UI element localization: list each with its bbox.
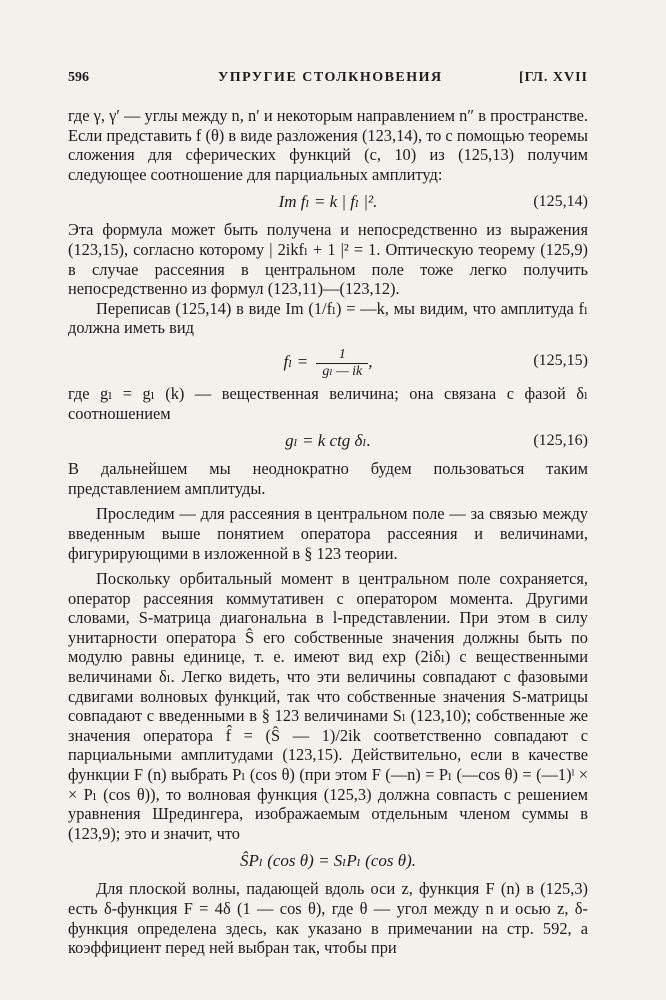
paragraph: В дальнейшем мы неоднократно будем пользоваться таким представлением амплитуды. (68, 459, 588, 498)
running-title: УПРУГИЕ СТОЛКНОВЕНИЯ (218, 70, 443, 85)
page-body (68, 106, 588, 958)
paragraph: Для плоской волны, падающей вдоль оси z, функция F (n) в (125,3) есть δ-функция F = 4δ (1 — cos θ), где θ — угол между n и осью z, δ-функция определена здесь, как указано в примечании на стр. 592, а коэффициент перед ней выбран так, чтобы при (68, 879, 588, 958)
equation-lhs: fₗ = (283, 352, 309, 372)
equation-tail: , (368, 352, 373, 372)
equation-number: (125,14) (533, 193, 588, 211)
page-number: 596 (68, 70, 89, 85)
paragraph: Поскольку орбитальный момент в центральном поле сохраняется, оператор рассеяния коммутативен с оператором момента. Другими словами, S-матрица диагональна в l-представлении. При этом в силу унитарности оператора Ŝ его собственные значения должны быть по модулю равны единице, т. е. имеют вид exp (2iδₗ) с вещественными величинами δₗ. Легко видеть, что эти величины совпадают с фазовыми сдвигами волновых функций, так что собственные значения S-матрицы совпадают с введенными в § 123 величинами Sₗ (123,10); собственные же значения оператора f̂ = (Ŝ — 1)/2ik соответственно совпадают с парциальными амплитудами (123,15). Действительно, если в качестве функции F (n) выбрать Pₗ (cos θ) (при этом F (—n) = Pₗ (—cos θ) = (—1)ˡ × × Pₗ (cos θ)), то волновая функция (125,3) должна совпасть с решением уравнения Шредингера, изображаемым отдельным членом суммы в (123,9); это и значит, что (68, 569, 588, 843)
equation-s-eigen (68, 843, 588, 879)
equation-text: gₗ = k ctg δₗ. (285, 431, 371, 451)
fraction-denominator: gₗ — ik (322, 363, 363, 379)
equation-text: ŜPₗ (cos θ) = SₗPₗ (cos θ). (239, 851, 417, 871)
running-header (68, 70, 588, 90)
equation-125-14 (68, 184, 588, 220)
equation-number: (125,16) (533, 432, 588, 450)
paragraph: где gₗ = gₗ (k) — вещественная величина; она связана с фазой δₗ соотношением (68, 383, 588, 423)
equation-125-16 (68, 423, 588, 459)
paragraph: Переписав (125,14) в виде Im (1/fₗ) = —k, мы видим, что амплитуда fₗ должна иметь вид (68, 298, 588, 338)
paragraph: Эта формула может быть получена и непосредственно из выражения (123,15), согласно которому | 2ikfₗ + 1 |² = 1. Оптическую теорему (125,9) в случае рассеяния в центральном поле тоже легко получить непосредственно из формул (123,11)—(123,12). (68, 220, 588, 299)
fraction (316, 347, 368, 380)
chapter-label: [ГЛ. XVII (518, 70, 588, 85)
equation-number: (125,15) (533, 351, 588, 369)
paragraph: где γ, γ′ — углы между n, n′ и некоторым направлением n″ в пространстве. Если представить f (θ) в виде разложения (123,14), то с помощью теоремы сложения для сферических функций (с, 10) из (125,13) получим следующее соотношение для парциальных амплитуд: (68, 106, 588, 184)
equation-text: Im fₗ = k | fₗ |². (278, 192, 378, 212)
paragraph: Проследим — для рассеяния в центральном поле — за связью между введенным выше понятием оператора рассеяния и величинами, фигурирующими в изложенной в § 123 теории. (68, 504, 588, 563)
equation-125-15 (68, 338, 588, 384)
fraction-numerator: 1 (316, 347, 368, 364)
